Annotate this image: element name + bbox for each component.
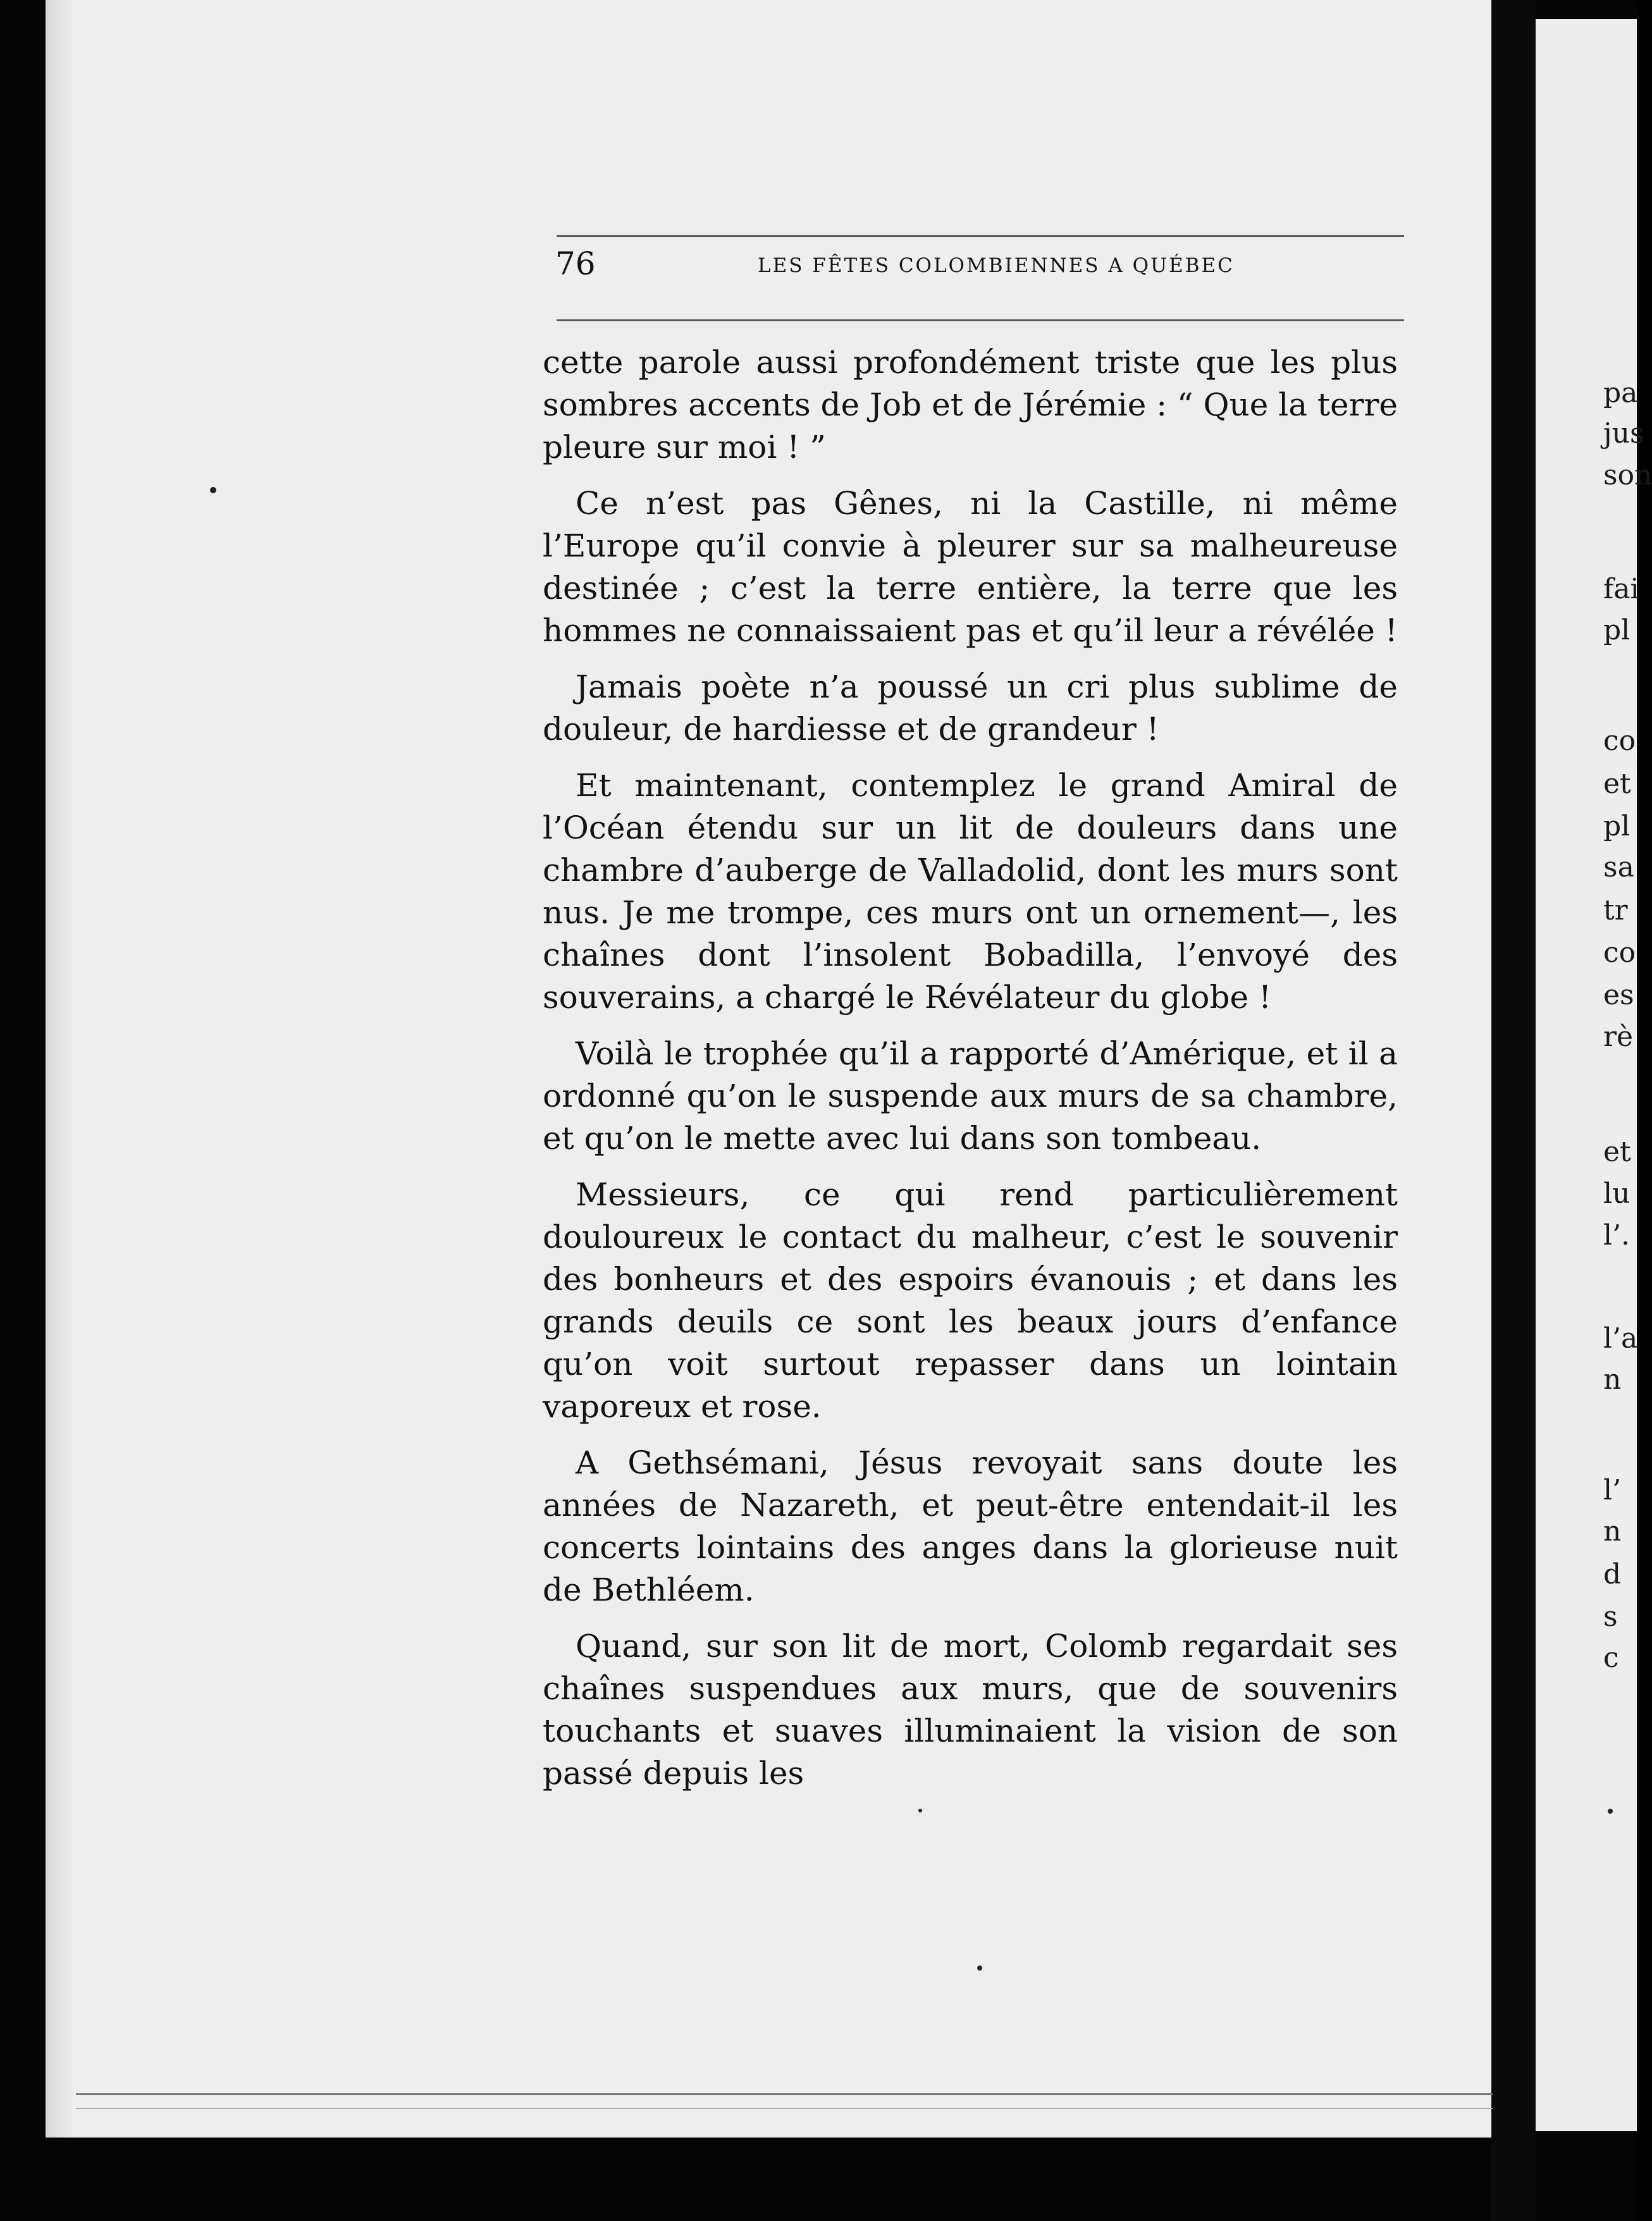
paragraph: Ce n’est pas Gênes, ni la Castille, ni même l’Europe qu’il convie à pleurer sur sa malheureuse destinée ; c’est la terre entière, la terre que les hommes ne connaissaient pas et qu’il leur a révélée !: [543, 485, 1398, 649]
facing-page-fragment: fai: [1603, 573, 1639, 605]
facing-page-fragment: n: [1603, 1515, 1622, 1547]
facing-page-fragment: pl: [1603, 614, 1630, 646]
scan-speck: [977, 1966, 982, 1971]
scan-speck: [918, 1809, 922, 1812]
paragraph: Messieurs, ce qui rend particulièrement douloureux le contact du malheur, c’est le souvenir des bonheurs et des espoirs évanouis ; et dans les grands deuils ce sont les beaux jours d’enfance qu’on voit surtout repasser dans un lointain vaporeux et rose.: [543, 1176, 1398, 1425]
scan-speck: [210, 487, 216, 493]
page-edge-shadow: [46, 0, 76, 2138]
facing-page-fragment: l’: [1603, 1474, 1622, 1506]
facing-page-fragment: co: [1603, 725, 1636, 757]
facing-page-fragment: d: [1603, 1558, 1622, 1590]
facing-page-fragment: sa: [1603, 851, 1634, 883]
facing-page-fragment: l’.: [1603, 1219, 1630, 1252]
facing-page: [1536, 19, 1637, 2131]
scan-speck: [1608, 1809, 1613, 1814]
header-rule: [557, 319, 1404, 321]
page-bottom-edge: [76, 2093, 1493, 2109]
facing-page-fragment: pl: [1603, 810, 1630, 842]
paragraph: A Gethsémani, Jésus revoyait sans doute les années de Nazareth, et peut-être entendait-il les concerts lointains des anges dans la glorieuse nuit de Bethléem.: [543, 1444, 1398, 1608]
paragraph: Quand, sur son lit de mort, Colomb regardait ses chaînes suspendues aux murs, que de souvenirs touchants et suaves illuminaient la vision de son passé depuis les: [543, 1628, 1398, 1792]
top-rule: [557, 235, 1404, 237]
running-head: [555, 245, 1396, 283]
page-number: 76: [555, 245, 596, 282]
facing-page-fragment: tr: [1603, 894, 1628, 926]
facing-page-fragment: et: [1603, 1136, 1631, 1168]
paragraph: Voilà le trophée qu’il a rapporté d’Amérique, et il a ordonné qu’on le suspende aux murs de sa chambre, et qu’on le mette avec lui dans son tombeau.: [543, 1035, 1398, 1157]
facing-page-fragment: s: [1603, 1601, 1618, 1633]
paragraph: cette parole aussi profondément triste que les plus sombres accents de Job et de Jérémie : “ Que la terre pleure sur moi ! ”: [543, 344, 1398, 465]
facing-page-fragment: pa: [1603, 377, 1638, 409]
facing-page-fragment: n: [1603, 1363, 1622, 1396]
paragraph: Jamais poète n’a poussé un cri plus sublime de douleur, de hardiesse et de grandeur !: [543, 668, 1398, 748]
facing-page-fragment: co: [1603, 937, 1636, 969]
paragraph: Et maintenant, contemplez le grand Amiral de l’Océan étendu sur un lit de douleurs dans une chambre d’auberge de Valladolid, dont les murs sont nus. Je me trompe, ces murs ont un ornement—, les chaînes dont l’insolent Bobadilla, l’envoyé des souverains, a chargé le Révélateur du globe !: [543, 767, 1398, 1016]
facing-page-fragment: lu: [1603, 1178, 1630, 1210]
running-head-title: LES FÊTES COLOMBIENNES A QUÉBEC: [758, 254, 1235, 277]
facing-page-fragment: c: [1603, 1642, 1619, 1674]
book-gutter: [1491, 0, 1536, 2221]
facing-page-fragment: rè: [1603, 1021, 1634, 1053]
facing-page-fragment: l’a: [1603, 1322, 1638, 1355]
facing-page-fragment: et: [1603, 768, 1631, 800]
facing-page-fragment: jus: [1603, 417, 1644, 450]
facing-page-fragment: son: [1603, 459, 1652, 491]
facing-page-fragment: es: [1603, 979, 1634, 1011]
body-text: [543, 341, 1398, 1809]
